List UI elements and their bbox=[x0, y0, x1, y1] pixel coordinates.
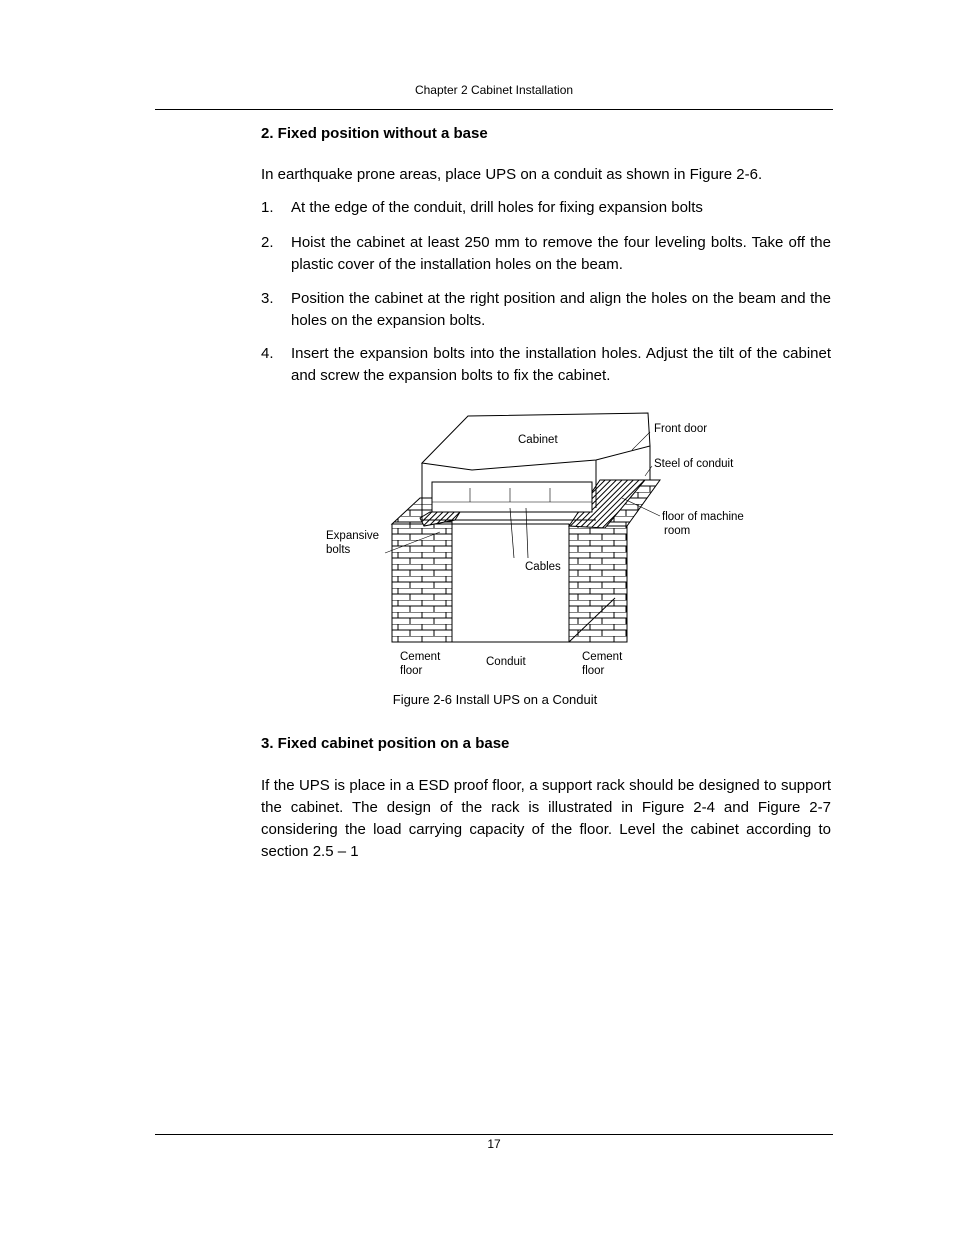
conduit-pit bbox=[452, 524, 569, 642]
label-floor-machine-room: floor of machine bbox=[662, 511, 744, 523]
right-brick-wall bbox=[569, 526, 627, 642]
step-number: 2. bbox=[261, 234, 274, 251]
header-rule bbox=[155, 109, 833, 110]
step-number: 3. bbox=[261, 290, 274, 307]
step-item bbox=[261, 343, 831, 387]
label-cement-floor-right: Cement bbox=[582, 651, 623, 663]
label-cabinet: Cabinet bbox=[518, 434, 558, 446]
section3-paragraph: If the UPS is place in a ESD proof floor, a support rack should be designed to support the cabinet. The design of the rack is illustrated in Figure 2-4 and Figure 2-7 considering the load carrying capacity of the floor. Level the cabinet according to section 2.5 – 1 bbox=[261, 777, 831, 860]
step-number: 1. bbox=[261, 199, 274, 216]
step-text: At the edge of the conduit, drill holes for fixing expansion bolts bbox=[291, 199, 703, 216]
label-conduit: Conduit bbox=[486, 656, 526, 668]
label-cement-floor-left: floor bbox=[400, 665, 423, 677]
label-cement-floor-right: floor bbox=[582, 665, 605, 677]
page-number: 17 bbox=[487, 1137, 501, 1151]
label-steel-of-conduit: Steel of conduit bbox=[654, 458, 734, 470]
section-heading-fixed-without-base: 2. Fixed position without a base bbox=[261, 125, 488, 142]
label-cement-floor-left: Cement bbox=[400, 651, 441, 663]
step-item bbox=[261, 232, 831, 276]
label-cables: Cables bbox=[525, 561, 561, 573]
step-item bbox=[261, 288, 831, 332]
section-heading-fixed-on-base: 3. Fixed cabinet position on a base bbox=[261, 735, 510, 752]
label-front-door: Front door bbox=[654, 423, 708, 435]
step-text: Position the cabinet at the right position and align the holes on the beam and the holes on the expansion bolts. bbox=[291, 290, 831, 329]
footer-rule bbox=[155, 1134, 833, 1135]
conduit-installation-figure bbox=[320, 408, 770, 683]
label-expansive-bolts: Expansive bbox=[326, 530, 380, 542]
running-header: Chapter 2 Cabinet Installation bbox=[414, 83, 574, 97]
left-brick-wall bbox=[392, 524, 452, 642]
step-text: Insert the expansion bolts into the installation holes. Adjust the tilt of the cabinet and screw the expansion bolts to fix the cabinet. bbox=[291, 345, 831, 384]
label-floor-machine-room: room bbox=[664, 525, 691, 537]
label-expansive-bolts: bolts bbox=[326, 544, 351, 556]
figure-caption: Figure 2-6 Install UPS on a Conduit bbox=[392, 692, 598, 707]
cabinet-base-frame bbox=[432, 482, 592, 512]
step-item bbox=[261, 197, 831, 219]
intro-paragraph: In earthquake prone areas, place UPS on a conduit as shown in Figure 2-6. bbox=[261, 166, 763, 183]
conduit-diagram bbox=[320, 408, 770, 683]
step-text: Hoist the cabinet at least 250 mm to remove the four leveling bolts. Take off the plastic cover of the installation holes on the beam. bbox=[291, 234, 831, 273]
step-number: 4. bbox=[261, 345, 274, 362]
